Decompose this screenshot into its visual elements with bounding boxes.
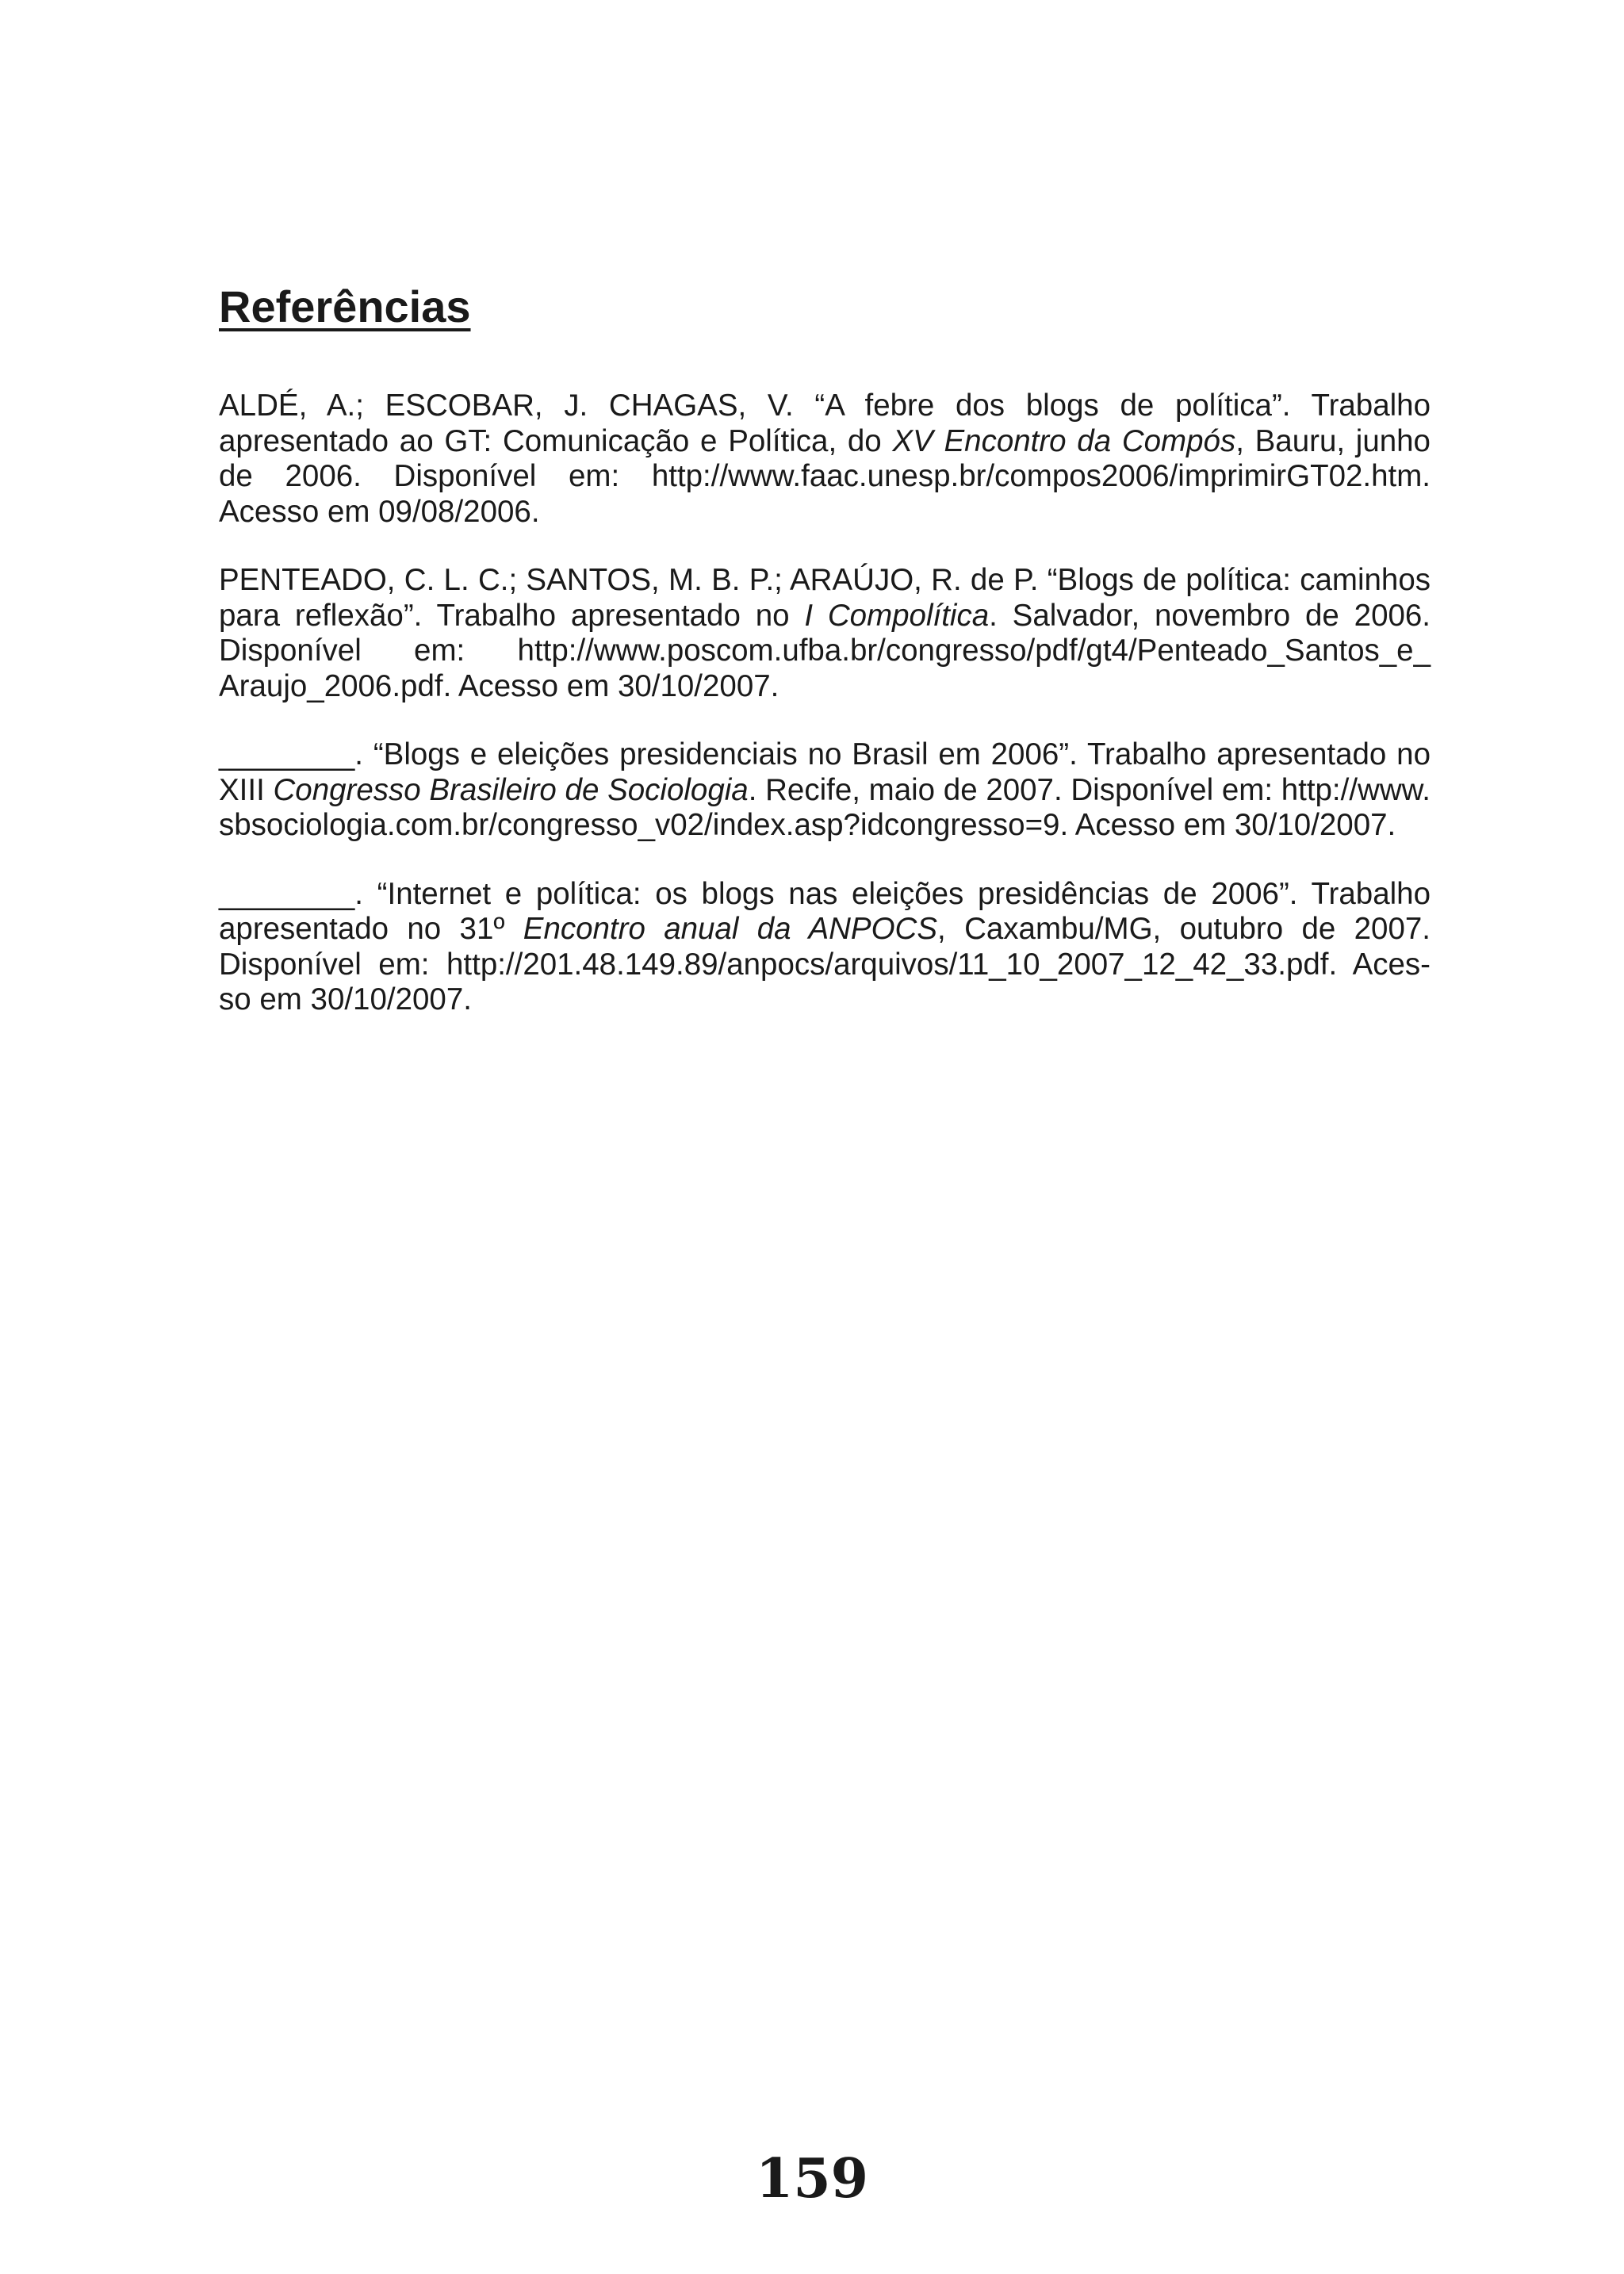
reference-text: ________. “Internet e política: os blogs nas eleições presidências de 2006”. Trabalho apresentado no 31º [219,876,1431,946]
reference-text: PENTEADO, C. L. C.; SANTOS, M. B. P.; ARAÚJO, R. de P. “Blogs de política: caminhos para reflexão”. Trabalho apresentado no [219,563,1431,633]
reference-text: . Recife, maio de 2007. Disponível em: http://www. sbsociologia.com.br/congresso_v02/index.asp?idcongresso=9. Acesso em 30/10/2007. [219,772,1431,842]
reference-event-title: XV Encontro da Compós [892,423,1236,458]
reference-text: ________. “Blogs e eleições presidenciais no Brasil em 2006”. Trabalho apresentado no XIII [219,737,1431,807]
reference-event-title: Encontro anual da ANPOCS [523,912,938,946]
reference-text: . Salvador, novembro de 2006. Disponível em: http://www.poscom.ufba.br/congresso/pdf/gt4/Penteado_Santos_e_ Araujo_2006.pdf. Acesso em 30/10/2007. [219,598,1431,703]
reference-text: , Bauru, junho de 2006. Disponível em: http://www.faac.unesp.br/compos2006/imprimirGT02.htm. Acesso em 09/08/2006. [219,423,1431,529]
reference-entry-2 [219,563,1431,704]
reference-entry-4 [219,877,1431,1018]
reference-text: , Caxambu/MG, outubro de 2007. Disponível em: http://201.48.149.89/anpocs/arquivos/11_10_2007_12_42_33.pdf. Aces- so em 30/10/2007. [219,912,1431,1016]
section-heading: Referências [219,281,471,331]
reference-event-title: Congresso Brasileiro de Sociologia [273,772,749,807]
reference-list [219,389,1431,1051]
reference-text: ALDÉ, A.; ESCOBAR, J. CHAGAS, V. “A febre dos blogs de política”. Trabalho apresentado ao GT: Comunicação e Política, do [219,389,1431,458]
reference-entry-3 [219,737,1431,844]
reference-event-title: I Compolítica [804,598,990,633]
page-number: 159 [756,2147,868,2211]
reference-entry-1 [219,389,1431,530]
